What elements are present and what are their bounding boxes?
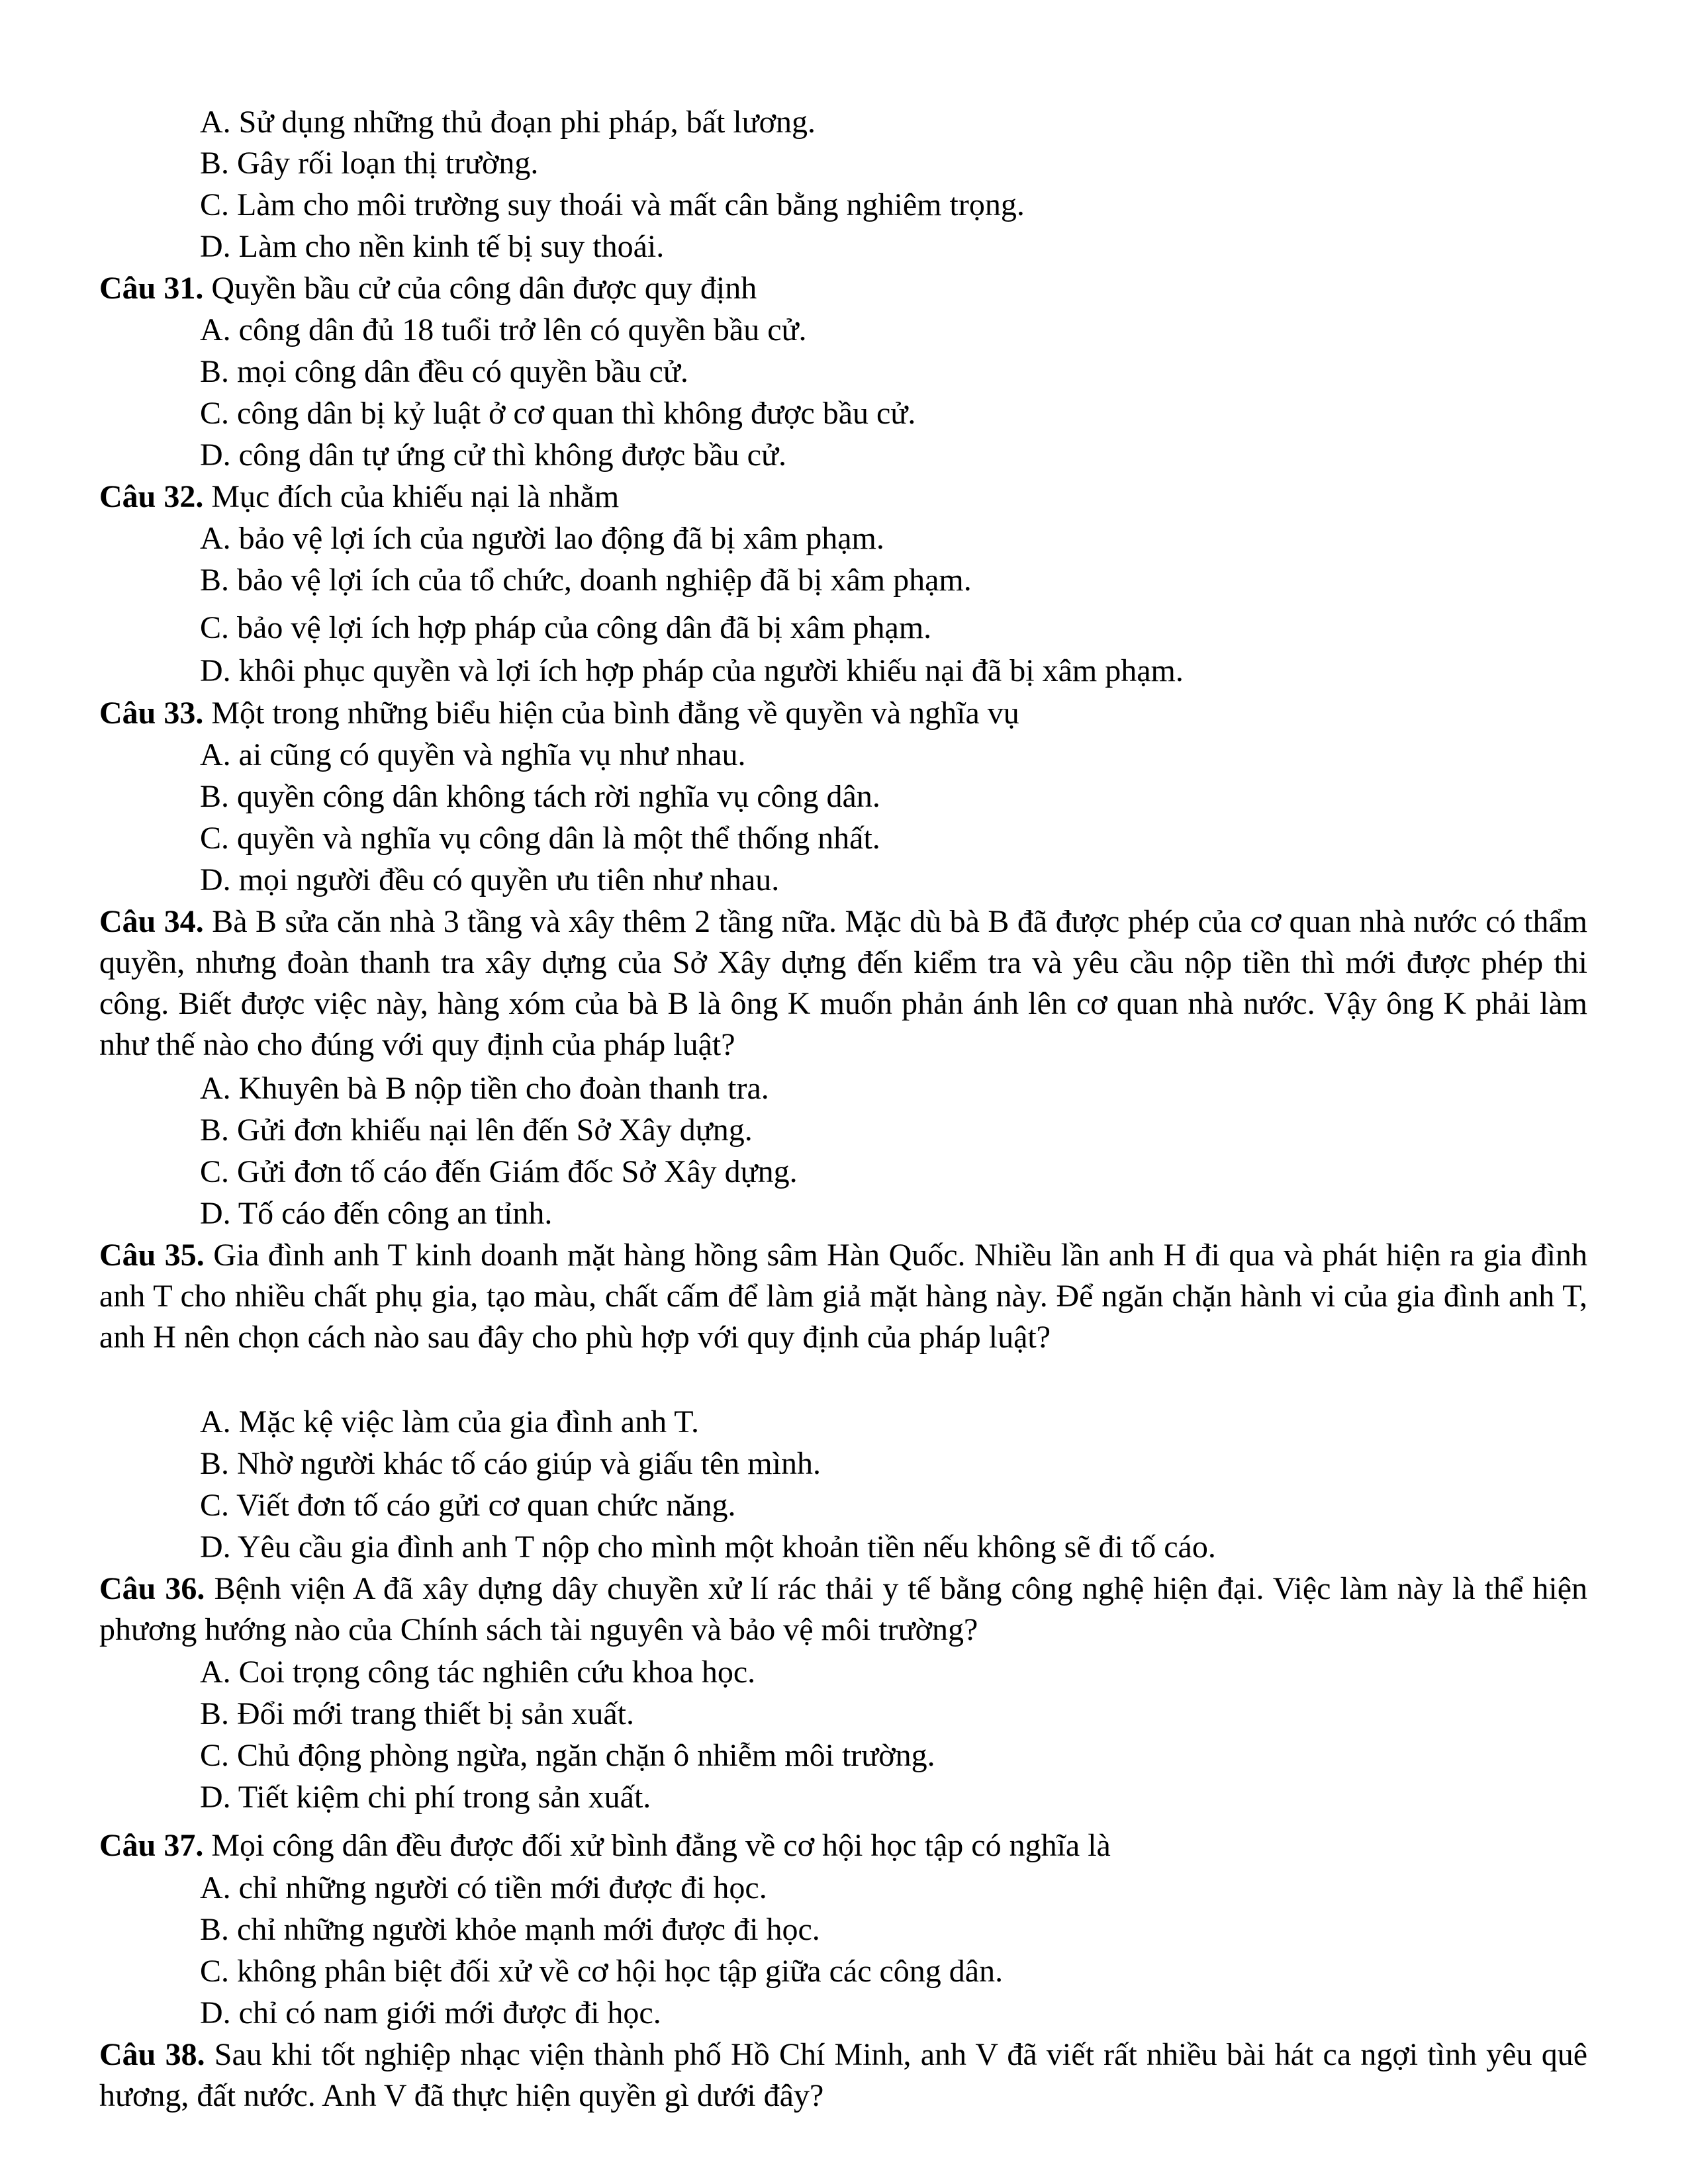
q33-stem — [99, 693, 1019, 734]
q30-option-b: B. Gây rối loạn thị trường. — [200, 146, 539, 181]
q35-option-c: C. Viết đơn tố cáo gửi cơ quan chức năng. — [200, 1488, 736, 1523]
q34-option-c: C. Gửi đơn tố cáo đến Giám đốc Sở Xây dựng. — [200, 1154, 798, 1189]
q34-option-d: D. Tố cáo đến công an tỉnh. — [200, 1196, 553, 1231]
q32-number: Câu 32. — [99, 479, 204, 514]
q31-option-b: B. mọi công dân đều có quyền bầu cử. — [200, 354, 688, 389]
q31-option-d: D. công dân tự ứng cử thì không được bầu cử. — [200, 437, 786, 473]
q37-option-d: D. chỉ có nam giới mới được đi học. — [200, 1995, 661, 2030]
q30-option-c: C. Làm cho môi trường suy thoái và mất cân bằng nghiêm trọng. — [200, 187, 1025, 222]
q36-option-b: B. Đổi mới trang thiết bị sản xuất. — [200, 1696, 634, 1731]
q35-number: Câu 35. — [99, 1238, 205, 1273]
q36-stem — [99, 1569, 1587, 1651]
q34-option-b: B. Gửi đơn khiếu nại lên đến Sở Xây dựng. — [200, 1113, 753, 1148]
q31-option-a: A. công dân đủ 18 tuổi trở lên có quyền bầu cử. — [200, 312, 807, 347]
q34-stem — [99, 901, 1587, 1066]
q36-option-c: C. Chủ động phòng ngừa, ngăn chặn ô nhiễm môi trường. — [200, 1738, 935, 1773]
q31-stem — [99, 268, 757, 309]
q33-option-c: C. quyền và nghĩa vụ công dân là một thể thống nhất. — [200, 821, 880, 856]
q32-text: Mục đích của khiếu nại là nhằm — [211, 479, 620, 514]
q37-stem — [99, 1825, 1111, 1866]
q33-option-d: D. mọi người đều có quyền ưu tiên như nhau. — [200, 862, 780, 897]
q36-option-a: A. Coi trọng công tác nghiên cứu khoa học. — [200, 1655, 756, 1690]
q38-number: Câu 38. — [99, 2037, 205, 2072]
q33-option-a: A. ai cũng có quyền và nghĩa vụ như nhau. — [200, 737, 746, 772]
q32-stem — [99, 477, 619, 518]
q36-option-d: D. Tiết kiệm chi phí trong sản xuất. — [200, 1780, 651, 1815]
q31-number: Câu 31. — [99, 271, 204, 306]
q33-number: Câu 33. — [99, 696, 204, 731]
q35-stem — [99, 1235, 1587, 1358]
q33-text: Một trong những biểu hiện của bình đẳng về quyền và nghĩa vụ — [211, 696, 1019, 731]
q35-option-d: D. Yêu cầu gia đình anh T nộp cho mình một khoản tiền nếu không sẽ đi tố cáo. — [200, 1529, 1216, 1565]
q31-text: Quyền bầu cử của công dân được quy định — [211, 271, 757, 306]
q35-text: Gia đình anh T kinh doanh mặt hàng hồng sâm Hàn Quốc. Nhiều lần anh H đi qua và phát hiện ra gia đình anh T cho nhiều chất phụ gia, tạo màu, chất cấm để làm giả mặt hàng này. Để ngăn chặn hành vi của gia đình anh T, anh H nên chọn cách nào sau đây cho phù hợp với quy định của pháp luật? — [99, 1238, 1587, 1355]
q37-number: Câu 37. — [99, 1828, 204, 1863]
q30-option-a: A. Sử dụng những thủ đoạn phi pháp, bất lương. — [200, 105, 816, 140]
q31-option-c: C. công dân bị kỷ luật ở cơ quan thì không được bầu cử. — [200, 396, 916, 431]
q36-number: Câu 36. — [99, 1571, 205, 1606]
q37-option-b: B. chỉ những người khỏe mạnh mới được đi học. — [200, 1912, 820, 1947]
q30-option-d: D. Làm cho nền kinh tế bị suy thoái. — [200, 229, 665, 264]
q34-number: Câu 34. — [99, 904, 204, 939]
q35-option-b: B. Nhờ người khác tố cáo giúp và giấu tên mình. — [200, 1446, 821, 1481]
q33-option-b: B. quyền công dân không tách rời nghĩa vụ công dân. — [200, 779, 880, 814]
q38-text: Sau khi tốt nghiệp nhạc viện thành phố Hồ Chí Minh, anh V đã viết rất nhiều bài hát ca ngợi tình yêu quê hương, đất nước. Anh V đã thực hiện quyền gì dưới đây? — [99, 2037, 1587, 2113]
q34-text: Bà B sửa căn nhà 3 tầng và xây thêm 2 tầng nữa. Mặc dù bà B đã được phép của cơ quan nhà nước có thẩm quyền, nhưng đoàn thanh tra xây dựng của Sở Xây dựng đến kiểm tra và yêu cầu nộp tiền thì mới được phép thi công. Biết được việc này, hàng xóm của bà B là ông K muốn phản ánh lên cơ quan nhà nước. Vậy ông K phải làm như thế nào cho đúng với quy định của pháp luật? — [99, 904, 1588, 1062]
q32-option-c: C. bảo vệ lợi ích hợp pháp của công dân đã bị xâm phạm. — [200, 610, 932, 645]
q32-option-b: B. bảo vệ lợi ích của tổ chức, doanh nghiệp đã bị xâm phạm. — [200, 563, 972, 598]
q36-text: Bệnh viện A đã xây dựng dây chuyền xử lí rác thải y tế bằng công nghệ hiện đại. Việc làm này là thể hiện phương hướng nào của Chính sách tài nguyên và bảo vệ môi trường? — [99, 1571, 1587, 1647]
q32-option-a: A. bảo vệ lợi ích của người lao động đã bị xâm phạm. — [200, 521, 884, 556]
q37-option-c: C. không phân biệt đối xử về cơ hội học tập giữa các công dân. — [200, 1954, 1004, 1989]
q34-option-a: A. Khuyên bà B nộp tiền cho đoàn thanh tra. — [200, 1071, 769, 1106]
q32-option-d: D. khôi phục quyền và lợi ích hợp pháp của người khiếu nại đã bị xâm phạm. — [200, 653, 1184, 688]
q38-stem — [99, 2034, 1587, 2116]
q37-text: Mọi công dân đều được đối xử bình đẳng về cơ hội học tập có nghĩa là — [211, 1828, 1111, 1863]
q37-option-a: A. chỉ những người có tiền mới được đi học. — [200, 1870, 767, 1905]
q35-option-a: A. Mặc kệ việc làm của gia đình anh T. — [200, 1404, 699, 1439]
